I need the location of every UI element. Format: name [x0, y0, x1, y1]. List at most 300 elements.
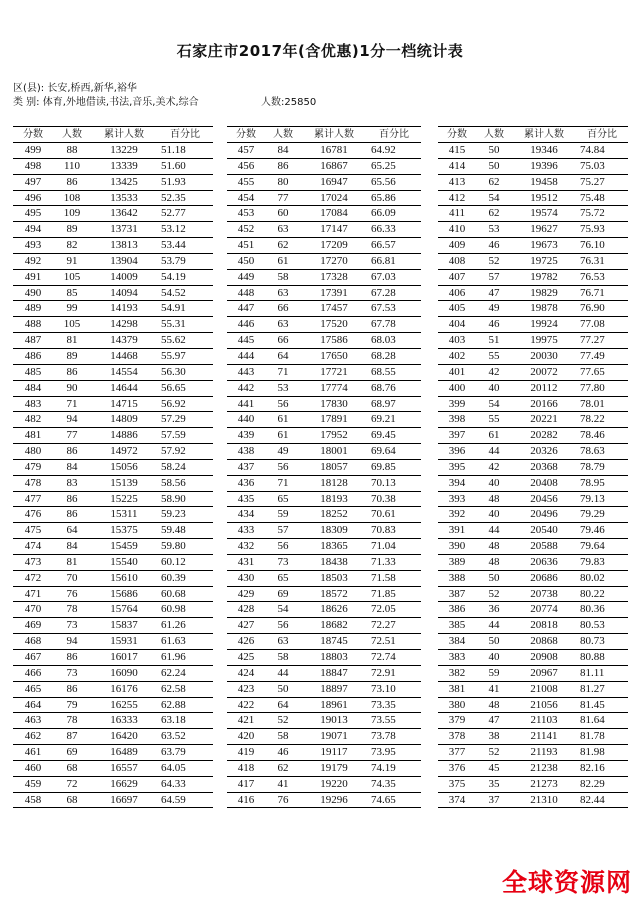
cell-cumulative: 17721 — [320, 365, 348, 378]
cell-score: 489 — [24, 302, 42, 315]
cell-count: 62 — [277, 239, 289, 252]
table-row — [13, 380, 213, 396]
cell-score: 375 — [448, 777, 466, 790]
cell-percent: 54.52 — [161, 286, 186, 299]
cell-percent: 52.77 — [161, 207, 186, 220]
table-row — [13, 253, 213, 269]
table-row — [13, 174, 213, 190]
cell-cumulative: 17830 — [320, 397, 348, 410]
cell-percent: 78.63 — [580, 445, 605, 458]
cell-count: 46 — [488, 239, 500, 252]
cell-count: 48 — [488, 540, 500, 553]
cell-count: 44 — [488, 619, 500, 632]
cell-percent: 80.88 — [580, 651, 605, 663]
table-row — [438, 523, 628, 539]
cell-percent: 74.19 — [371, 761, 396, 774]
cell-score: 430 — [237, 571, 255, 584]
table-row — [438, 554, 628, 570]
cell-cumulative: 18057 — [320, 460, 348, 473]
cell-count: 105 — [63, 318, 81, 331]
cell-cumulative: 16090 — [110, 666, 138, 679]
table-row — [13, 697, 213, 713]
cell-score: 380 — [448, 698, 466, 711]
cell-percent: 69.45 — [371, 429, 396, 442]
cell-percent: 77.65 — [580, 365, 605, 378]
cell-cumulative: 19924 — [530, 318, 558, 331]
cell-score: 443 — [237, 365, 255, 378]
cell-score: 467 — [24, 651, 42, 663]
cell-score: 498 — [24, 159, 42, 172]
cell-percent: 74.35 — [371, 777, 396, 790]
cell-score: 495 — [24, 207, 42, 220]
cell-percent: 80.73 — [580, 635, 605, 648]
cell-cumulative: 20030 — [530, 349, 558, 362]
cell-count: 86 — [66, 365, 78, 378]
cell-cumulative: 17209 — [320, 239, 348, 252]
cell-cumulative: 17520 — [320, 318, 348, 331]
cell-score: 384 — [448, 635, 466, 648]
cell-score: 427 — [237, 619, 255, 632]
cell-score: 471 — [24, 587, 42, 600]
table-row — [227, 253, 421, 269]
cell-percent: 81.64 — [580, 714, 605, 727]
table-row — [227, 333, 421, 349]
cell-count: 62 — [488, 207, 500, 220]
cell-score: 438 — [237, 445, 255, 458]
cell-count: 54 — [277, 603, 289, 616]
cell-cumulative: 20072 — [530, 365, 558, 378]
cell-percent: 68.76 — [371, 381, 396, 394]
cell-count: 46 — [488, 318, 500, 331]
table-row — [438, 650, 628, 666]
cell-cumulative: 15225 — [110, 492, 138, 505]
cell-cumulative: 13731 — [110, 223, 138, 236]
cell-cumulative: 19829 — [530, 286, 558, 299]
cell-percent: 66.09 — [371, 207, 396, 220]
cell-percent: 65.25 — [371, 159, 396, 172]
cell-score: 479 — [24, 460, 42, 473]
table-row — [13, 238, 213, 254]
table-row — [227, 364, 421, 380]
table-row — [438, 301, 628, 317]
cell-percent: 81.27 — [580, 682, 605, 695]
table-row — [227, 317, 421, 333]
table-row — [438, 570, 628, 586]
cell-percent: 69.21 — [371, 413, 396, 426]
cell-count: 70 — [66, 571, 78, 584]
table-row — [13, 317, 213, 333]
table-row — [438, 713, 628, 729]
table-row — [227, 507, 421, 523]
table-row — [13, 586, 213, 602]
cell-count: 87 — [66, 730, 78, 743]
cell-count: 53 — [488, 223, 500, 236]
table-row — [13, 333, 213, 349]
cell-count: 62 — [277, 761, 289, 774]
cell-cumulative: 21141 — [530, 730, 558, 743]
table-row — [13, 348, 213, 364]
header-score: 分数 — [23, 129, 43, 140]
table-row — [13, 285, 213, 301]
cell-percent: 51.60 — [161, 159, 186, 172]
cell-score: 478 — [24, 476, 42, 489]
cell-count: 48 — [488, 555, 500, 568]
cell-percent: 79.13 — [580, 492, 605, 505]
cell-cumulative: 18438 — [320, 555, 348, 568]
table-row — [438, 364, 628, 380]
table-row — [13, 681, 213, 697]
cell-count: 89 — [66, 349, 78, 362]
table-row — [13, 539, 213, 555]
cell-count: 55 — [488, 349, 500, 362]
cell-cumulative: 20368 — [530, 460, 558, 473]
cell-percent: 62.58 — [161, 682, 186, 695]
cell-percent: 58.56 — [161, 476, 186, 489]
table-row — [438, 174, 628, 190]
cell-cumulative: 19725 — [530, 254, 558, 267]
cell-count: 52 — [488, 746, 500, 759]
cell-cumulative: 15931 — [110, 635, 138, 648]
cell-count: 57 — [277, 524, 289, 537]
cell-count: 64 — [277, 698, 289, 711]
cell-cumulative: 19574 — [530, 207, 558, 220]
cell-cumulative: 21238 — [530, 761, 558, 774]
cell-cumulative: 18847 — [320, 666, 348, 679]
cell-cumulative: 18365 — [320, 540, 348, 553]
cell-score: 437 — [237, 460, 255, 473]
cell-count: 69 — [66, 746, 78, 759]
cell-score: 466 — [24, 666, 42, 679]
cell-count: 80 — [277, 175, 289, 188]
header-percent: 百分比 — [587, 129, 617, 140]
cell-cumulative: 20282 — [530, 429, 558, 442]
cell-cumulative: 19512 — [530, 191, 558, 204]
cell-percent: 71.33 — [371, 555, 396, 568]
cell-score: 417 — [237, 777, 255, 790]
cell-score: 453 — [237, 207, 255, 220]
cell-cumulative: 18128 — [320, 476, 348, 489]
cell-count: 110 — [63, 159, 81, 172]
cell-score: 434 — [237, 508, 255, 521]
cell-score: 447 — [237, 302, 255, 315]
cell-score: 392 — [448, 508, 466, 521]
table-row — [438, 507, 628, 523]
cell-score: 393 — [448, 492, 466, 505]
cell-count: 56 — [277, 619, 289, 632]
cell-count: 58 — [277, 270, 289, 283]
table-row — [438, 143, 628, 159]
cell-percent: 73.78 — [371, 730, 396, 743]
watermark-logo: 全球资源网 — [501, 868, 632, 897]
cell-cumulative: 19296 — [320, 793, 348, 806]
cell-count: 50 — [488, 144, 500, 156]
cell-count: 84 — [66, 540, 78, 553]
cell-count: 53 — [277, 381, 289, 394]
cell-score: 431 — [237, 555, 255, 568]
cell-count: 52 — [488, 254, 500, 267]
cell-score: 488 — [24, 318, 42, 331]
cell-percent: 79.64 — [580, 540, 605, 553]
table-row — [227, 190, 421, 206]
table-row — [227, 745, 421, 761]
cell-score: 411 — [448, 207, 466, 220]
cell-cumulative: 16867 — [320, 159, 348, 172]
cell-score: 414 — [448, 159, 466, 172]
cell-count: 71 — [66, 397, 78, 410]
cell-cumulative: 18626 — [320, 603, 348, 616]
cell-cumulative: 20112 — [530, 381, 558, 394]
cell-score: 428 — [237, 603, 255, 616]
cell-count: 64 — [66, 524, 78, 537]
cell-score: 403 — [448, 334, 466, 347]
table-row — [227, 428, 421, 444]
table-row — [438, 792, 628, 808]
table-row — [227, 729, 421, 745]
table-row — [13, 792, 213, 808]
cell-percent: 80.22 — [580, 587, 605, 600]
table-row — [438, 317, 628, 333]
cell-count: 40 — [488, 651, 500, 663]
cell-cumulative: 18309 — [320, 524, 348, 537]
header-score: 分数 — [236, 129, 256, 140]
cell-cumulative: 14715 — [110, 397, 138, 410]
cell-cumulative: 19458 — [530, 175, 558, 188]
cell-score: 485 — [24, 365, 42, 378]
cell-percent: 76.90 — [580, 302, 605, 315]
table-row — [438, 158, 628, 174]
cell-count: 54 — [488, 397, 500, 410]
cell-percent: 66.33 — [371, 223, 396, 236]
cell-cumulative: 18252 — [320, 508, 348, 521]
cell-count: 86 — [277, 159, 289, 172]
cell-percent: 62.24 — [161, 666, 186, 679]
cell-score: 433 — [237, 524, 255, 537]
table-row — [13, 301, 213, 317]
cell-percent: 80.36 — [580, 603, 605, 616]
cell-count: 63 — [277, 318, 289, 331]
cell-percent: 77.80 — [580, 381, 605, 394]
cell-cumulative: 16697 — [110, 793, 138, 806]
cell-cumulative: 15837 — [110, 619, 138, 632]
cell-count: 55 — [488, 413, 500, 426]
cell-score: 383 — [448, 651, 466, 663]
cell-cumulative: 13642 — [110, 207, 138, 220]
table-row — [13, 650, 213, 666]
table-row — [227, 792, 421, 808]
table-row — [13, 618, 213, 634]
cell-percent: 52.35 — [161, 191, 186, 204]
cell-percent: 68.55 — [371, 365, 396, 378]
cell-count: 50 — [488, 571, 500, 584]
cell-percent: 59.80 — [161, 540, 186, 553]
cell-cumulative: 19220 — [320, 777, 348, 790]
cell-score: 376 — [448, 761, 466, 774]
cell-score: 448 — [237, 286, 255, 299]
cell-percent: 57.92 — [161, 445, 186, 458]
table-row — [13, 396, 213, 412]
cell-count: 81 — [66, 334, 78, 347]
cell-cumulative: 17391 — [320, 286, 348, 299]
cell-count: 90 — [66, 381, 78, 394]
cell-percent: 55.62 — [161, 334, 186, 347]
cell-cumulative: 13339 — [110, 159, 138, 172]
cell-cumulative: 13229 — [110, 144, 138, 156]
table-row — [438, 238, 628, 254]
cell-score: 484 — [24, 381, 42, 394]
cell-percent: 77.27 — [580, 334, 605, 347]
cell-cumulative: 19396 — [530, 159, 558, 172]
cell-percent: 57.29 — [161, 413, 186, 426]
cell-cumulative: 16176 — [110, 682, 138, 695]
cell-percent: 76.71 — [580, 286, 605, 299]
table-row — [438, 380, 628, 396]
cell-score: 422 — [237, 698, 255, 711]
table-row — [227, 634, 421, 650]
cell-percent: 55.97 — [161, 349, 186, 362]
cell-percent: 72.74 — [371, 651, 396, 663]
cell-cumulative: 21008 — [530, 682, 558, 695]
cell-score: 399 — [448, 397, 466, 410]
table-row — [227, 697, 421, 713]
table-row — [227, 491, 421, 507]
cell-count: 35 — [488, 777, 500, 790]
cell-score: 402 — [448, 349, 466, 362]
table-row — [13, 602, 213, 618]
cell-cumulative: 17024 — [320, 191, 348, 204]
cell-cumulative: 20166 — [530, 397, 558, 410]
table-row — [438, 745, 628, 761]
cell-percent: 82.29 — [580, 777, 605, 790]
table-row — [227, 681, 421, 697]
cell-cumulative: 17774 — [320, 381, 348, 394]
table-row — [438, 269, 628, 285]
page-title: 石家庄市2017年(含优惠)1分一档统计表 — [176, 42, 464, 60]
cell-cumulative: 14972 — [110, 445, 138, 458]
cell-count: 50 — [488, 159, 500, 172]
cell-score: 470 — [24, 603, 42, 616]
cell-cumulative: 20326 — [530, 445, 558, 458]
cell-score: 420 — [237, 730, 255, 743]
table-row — [227, 665, 421, 681]
cell-cumulative: 20636 — [530, 555, 558, 568]
cell-percent: 53.79 — [161, 254, 186, 267]
header-count: 人数 — [273, 129, 293, 140]
cell-score: 492 — [24, 254, 42, 267]
cell-count: 86 — [66, 445, 78, 458]
cell-count: 69 — [277, 587, 289, 600]
cell-count: 59 — [488, 666, 500, 679]
cell-count: 73 — [66, 619, 78, 632]
cell-percent: 58.24 — [161, 460, 186, 473]
cell-score: 483 — [24, 397, 42, 410]
table-row — [227, 570, 421, 586]
cell-percent: 61.96 — [161, 651, 186, 663]
cell-cumulative: 17891 — [320, 413, 348, 426]
cell-percent: 60.12 — [161, 555, 186, 568]
cell-score: 476 — [24, 508, 42, 521]
cell-count: 66 — [277, 302, 289, 315]
cell-count: 83 — [66, 476, 78, 489]
cell-count: 82 — [66, 239, 78, 252]
cell-percent: 67.53 — [371, 302, 396, 315]
cell-cumulative: 21193 — [530, 746, 558, 759]
cell-count: 49 — [488, 302, 500, 315]
cell-count: 47 — [488, 714, 500, 727]
cell-cumulative: 14809 — [110, 413, 138, 426]
cell-percent: 59.48 — [161, 524, 186, 537]
cell-count: 72 — [66, 777, 78, 790]
table-header-row — [438, 127, 628, 143]
cell-score: 468 — [24, 635, 42, 648]
header-cumulative: 累计人数 — [104, 129, 144, 140]
cell-count: 86 — [66, 492, 78, 505]
header-score: 分数 — [447, 129, 467, 140]
cell-score: 436 — [237, 476, 255, 489]
cell-score: 404 — [448, 318, 466, 331]
table-row — [227, 206, 421, 222]
cell-count: 61 — [277, 254, 289, 267]
cell-cumulative: 15056 — [110, 460, 138, 473]
cell-percent: 54.91 — [161, 302, 186, 315]
cell-percent: 70.83 — [371, 524, 396, 537]
table-row — [13, 491, 213, 507]
cell-cumulative: 15686 — [110, 587, 138, 600]
cell-cumulative: 18897 — [320, 682, 348, 695]
table-row — [227, 776, 421, 792]
cell-cumulative: 15139 — [110, 476, 138, 489]
cell-score: 429 — [237, 587, 255, 600]
cell-score: 388 — [448, 571, 466, 584]
cell-count: 58 — [277, 651, 289, 663]
cell-count: 88 — [66, 144, 78, 156]
cell-count: 73 — [66, 666, 78, 679]
cell-cumulative: 20818 — [530, 619, 558, 632]
cell-percent: 56.30 — [161, 365, 186, 378]
cell-cumulative: 17457 — [320, 302, 348, 315]
cell-percent: 78.79 — [580, 460, 605, 473]
cell-score: 394 — [448, 476, 466, 489]
table-row — [227, 586, 421, 602]
district-line: 区(县): 长安,桥西,新华,裕华 — [13, 83, 137, 94]
cell-count: 49 — [277, 445, 289, 458]
cell-cumulative: 19346 — [530, 144, 558, 156]
cell-cumulative: 16629 — [110, 777, 138, 790]
table-row — [438, 459, 628, 475]
table-row — [13, 760, 213, 776]
cell-score: 458 — [24, 793, 42, 806]
table-row — [13, 776, 213, 792]
cell-count: 59 — [277, 508, 289, 521]
cell-score: 408 — [448, 254, 466, 267]
cell-cumulative: 21056 — [530, 698, 558, 711]
table-row — [227, 444, 421, 460]
table-row — [227, 380, 421, 396]
cell-score: 496 — [24, 191, 42, 204]
cell-percent: 51.93 — [161, 175, 186, 188]
cell-percent: 68.97 — [371, 397, 396, 410]
cell-count: 65 — [277, 492, 289, 505]
cell-count: 108 — [63, 191, 81, 204]
table-row — [438, 681, 628, 697]
cell-percent: 73.55 — [371, 714, 396, 727]
table-row — [438, 333, 628, 349]
table-row — [227, 238, 421, 254]
table-row — [438, 428, 628, 444]
table-row — [227, 523, 421, 539]
table-row — [227, 412, 421, 428]
table-row — [13, 634, 213, 650]
cell-percent: 71.58 — [371, 571, 396, 584]
